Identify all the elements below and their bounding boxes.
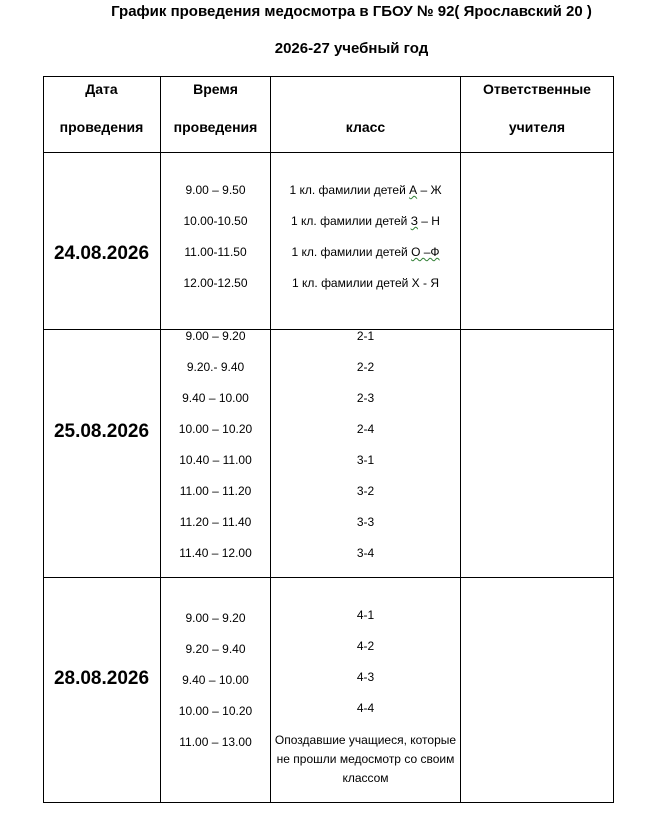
page-subtitle: 2026-27 учебный год (274, 40, 429, 57)
time-cell: 10.40 – 11.00 (179, 453, 252, 467)
time-cell: 12.00-12.50 (183, 276, 248, 290)
time-cell: 11.00 – 11.20 (179, 484, 252, 498)
date-cell: 25.08.2026 (53, 421, 150, 442)
page-title: График проведения медосмотра в ГБОУ № 92( Ярославский 20 ) (111, 3, 592, 20)
late-students-note: Опоздавшие учащиеся, которые не прошли медосмотр со своим классом (274, 733, 457, 785)
class-cell: 2-3 (356, 391, 375, 405)
row-divider-2 (43, 577, 614, 578)
header-time-line1: Время (193, 81, 238, 97)
class-cell: 2-4 (356, 422, 375, 436)
time-cell: 10.00 – 10.20 (178, 422, 253, 436)
time-cell: 11.20 – 11.40 (179, 515, 252, 529)
class-cell: 3-3 (356, 515, 375, 529)
class-cell: 1 кл. фамилии детей А – Ж (289, 183, 442, 197)
time-cell: 9.40 – 10.00 (182, 391, 249, 405)
class-cell: 4-3 (356, 670, 375, 684)
header-class: класс (345, 119, 386, 135)
header-teachers-line2: учителя (508, 119, 566, 135)
time-cell: 9.00 – 9.20 (185, 329, 246, 343)
time-cell: 11.00 – 13.00 (179, 735, 252, 749)
class-cell: 4-4 (356, 701, 375, 715)
time-cell: 11.40 – 12.00 (179, 546, 252, 560)
class-cell: 1 кл. фамилии детей О –Ф (291, 245, 440, 259)
header-date-line2: проведения (59, 119, 144, 135)
class-cell: 3-2 (356, 484, 375, 498)
header-teachers-line1: Ответственные (483, 81, 591, 97)
time-cell: 11.00-11.50 (184, 245, 247, 259)
time-cell: 10.00 – 10.20 (178, 704, 253, 718)
time-cell: 9.40 – 10.00 (182, 673, 249, 687)
class-cell: 1 кл. фамилии детей Х - Я (292, 276, 439, 290)
header-divider (43, 152, 614, 153)
date-cell: 24.08.2026 (53, 243, 150, 264)
table-border-right (613, 76, 614, 803)
schedule-table (43, 76, 614, 803)
class-cell: 3-4 (356, 546, 375, 560)
time-cell: 9.00 – 9.50 (185, 183, 246, 197)
table-border-bottom (43, 802, 614, 803)
col-divider-3 (460, 76, 461, 803)
class-cell: 2-2 (356, 360, 375, 374)
header-time-line2: проведения (173, 119, 258, 135)
class-cell: 4-2 (356, 639, 375, 653)
class-cell: 2-1 (356, 329, 375, 343)
time-cell: 10.00-10.50 (183, 214, 248, 228)
class-cell: 4-1 (356, 608, 375, 622)
header-date-line1: Дата (85, 81, 118, 97)
time-cell: 9.00 – 9.20 (185, 611, 246, 625)
date-cell: 28.08.2026 (53, 668, 150, 689)
class-cell: 3-1 (356, 453, 375, 467)
time-cell: 9.20.- 9.40 (186, 360, 245, 374)
table-border-top (43, 76, 614, 77)
time-cell: 9.20 – 9.40 (185, 642, 246, 656)
class-cell: 1 кл. фамилии детей З – Н (291, 214, 440, 228)
